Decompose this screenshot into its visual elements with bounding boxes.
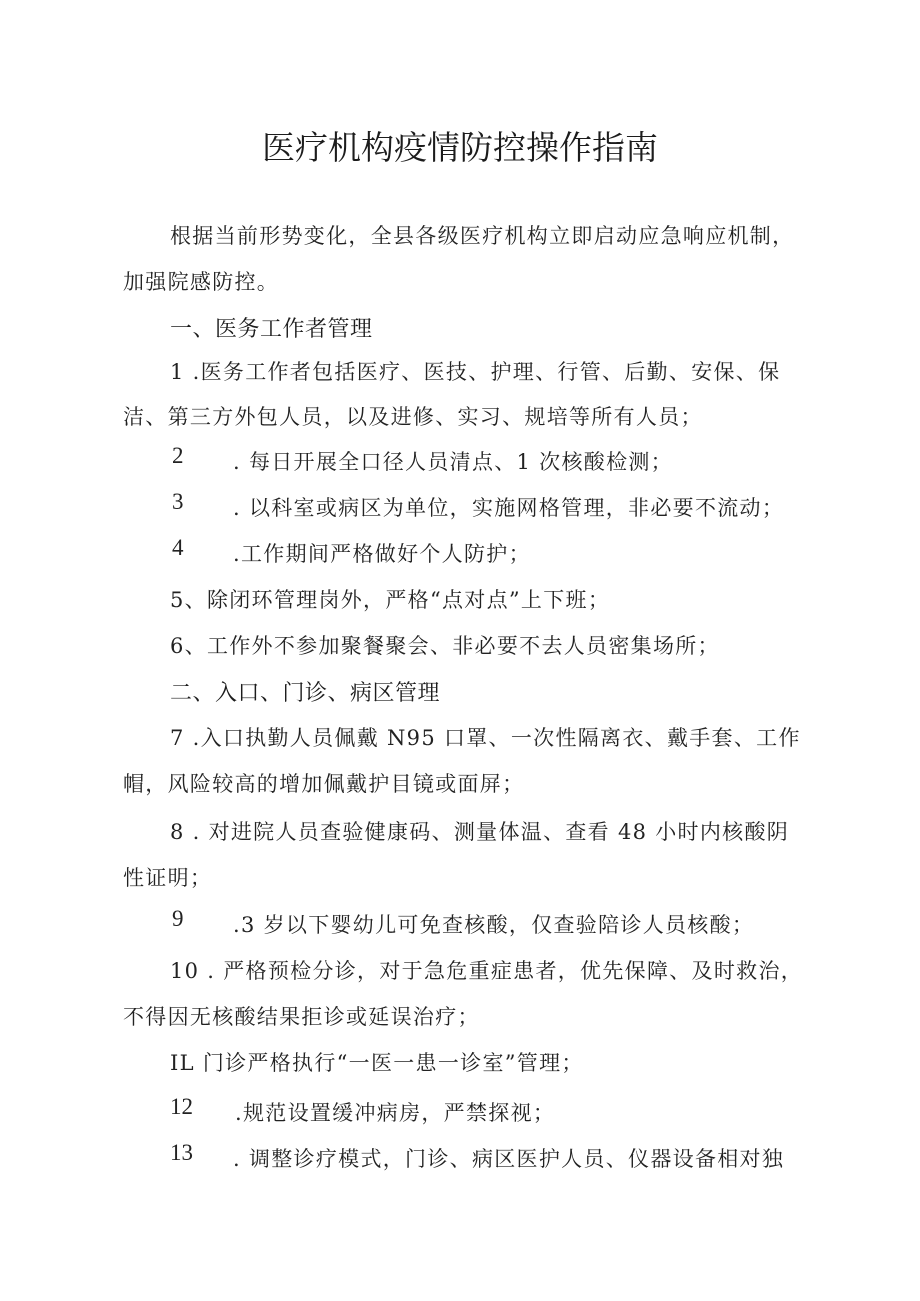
item-6-text: 6、工作外不参加聚餐聚会、非必要不去人员密集场所； [170,634,720,658]
item-3-number: 3 [172,489,184,514]
item-3-text: . 以科室或病区为单位，实施网格管理，非必要不流动； [233,496,785,520]
item-7-line-1: 7 .入口执勤人员佩戴 N95 口罩、一次性隔离衣、戴手套、工作 [170,726,801,750]
intro-line-1: 根据当前形势变化，全县各级医疗机构立即启动应急响应机制， [170,224,795,248]
item-7-line-2: 帽，风险较高的增加佩戴护目镜或面屏； [123,772,525,796]
item-2-text: . 每日开展全口径人员清点、1 次核酸检测； [233,450,673,474]
item-4-text: .工作期间严格做好个人防护； [233,542,531,566]
item-9-number: 9 [172,906,184,931]
item-10-line-1: 10 . 严格预检分诊，对于急危重症患者，优先保障、及时救治， [170,959,804,983]
item-4-number: 4 [172,535,184,560]
item-8-line-1: 8 . 对进院人员查验健康码、测量体温、查看 48 小时内核酸阴 [170,820,790,844]
section-2-heading: 二、入口、门诊、病区管理 [170,681,441,706]
item-12-text: .规范设置缓冲病房，严禁探视； [235,1101,556,1125]
item-13-text: . 调整诊疗模式，门诊、病区医护人员、仪器设备相对独 [233,1147,785,1171]
item-1-line-2: 洁、第三方外包人员，以及进修、实习、规培等所有人员； [123,405,703,429]
item-9-text: .3 岁以下婴幼儿可免查核酸，仅查验陪诊人员核酸； [233,913,755,937]
item-10-line-2: 不得因无核酸结果拒诊或延误治疗； [123,1005,480,1029]
item-5-text: 5、除闭环管理岗外，严格“点对点”上下班； [170,588,611,612]
item-11-text: IL 门诊严格执行“一医一患一诊室”管理； [170,1051,584,1075]
item-12-number: 12 [170,1094,193,1119]
item-1-line-1: 1 .医务工作者包括医疗、医技、护理、行管、后勤、安保、保 [170,360,781,384]
item-2-number: 2 [172,443,184,468]
item-13-number: 13 [170,1140,193,1165]
item-8-line-2: 性证明； [123,866,213,890]
document-title: 医疗机构疫情防控操作指南 [262,128,658,167]
section-1-heading: 一、医务工作者管理 [170,317,373,342]
intro-line-2: 加强院感防控。 [123,270,280,294]
